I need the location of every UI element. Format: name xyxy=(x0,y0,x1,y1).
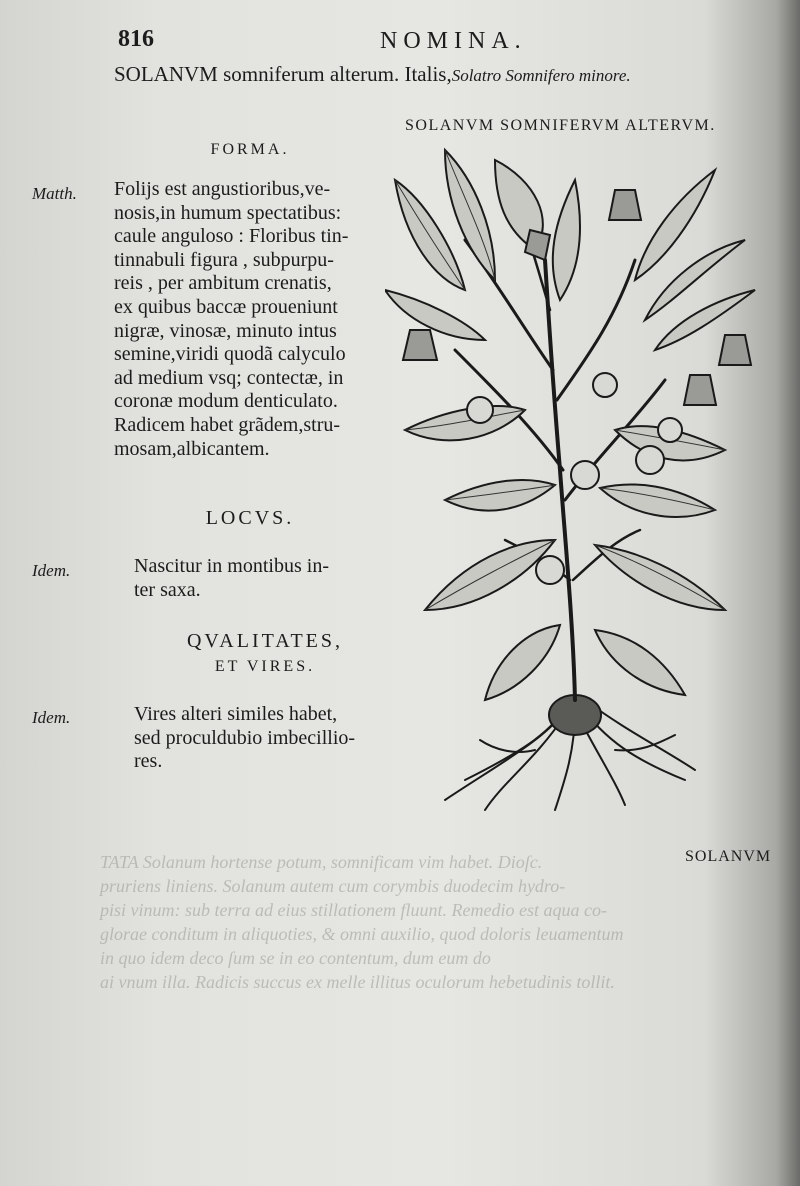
locus-paragraph xyxy=(134,555,329,602)
catchword: SOLANVM xyxy=(685,848,772,865)
show-through-text xyxy=(100,850,623,994)
section-heading-forma: FORMA. xyxy=(210,141,290,158)
text-line: nigræ, vinosæ, minuto intus xyxy=(114,319,337,342)
text-line: coronæ modum denticulato. xyxy=(114,390,338,413)
section-heading-locus: LOCVS. xyxy=(205,507,295,529)
qualitates-paragraph xyxy=(134,703,355,774)
running-title: NOMINA. xyxy=(380,28,527,54)
text-line: ex quibus baccæ proueniunt xyxy=(114,295,338,318)
margin-note-idem-2: Idem. xyxy=(32,708,71,727)
text-line: mosam,albicantem. xyxy=(114,437,270,460)
text-line: Vires alteri similes habet, xyxy=(134,703,338,725)
text-line: pisi vinum: sub terra ad eius stillationem fluunt. Remedio est aqua co- xyxy=(100,900,607,920)
text-line: caule anguloso : Floribus tin- xyxy=(114,225,349,248)
text-line: tinnabuli figura , subpurpu- xyxy=(114,248,334,271)
section-heading-qualitates: QVALITATES, xyxy=(186,630,344,652)
text-line: Nascitur in montibus in- xyxy=(134,555,329,577)
text-line: sed proculdubio imbecillio- xyxy=(134,726,356,749)
section-heading-vires: ET VIRES. xyxy=(214,658,316,675)
text-line: Folijs est angustioribus,ve- xyxy=(114,178,331,200)
page-header xyxy=(0,0,800,100)
forma-paragraph xyxy=(114,178,348,461)
text-line: pruriens liniens. Solanum autem cum corymbis duodecim hydro- xyxy=(100,876,566,896)
text-line: ΤΑΤΑ Solanum hortense potum, somnificam vim habet. Dioſc. xyxy=(100,852,543,872)
plant-title xyxy=(114,62,631,87)
text-line: nosis,in humum spectatibus: xyxy=(114,201,342,224)
margin-note-matth: Matth. xyxy=(32,184,77,203)
plant-woodcut-illustration xyxy=(385,140,765,820)
text-line: Radicem habet grãdem,stru- xyxy=(114,413,341,436)
figure-caption: SOLANVM SOMNIFERVM ALTERVM. xyxy=(405,117,716,134)
text-line: in quo idem deco ſum se in eo contentum, dum eum do xyxy=(100,948,491,968)
text-line: ad medium vsq; contectæ, in xyxy=(114,366,344,389)
text-line: ai vnum illa. Radicis succus ex melle illitus oculorum hebetudinis tollit. xyxy=(100,972,615,992)
plant-title-main: SOLANVM somniferum alterum. Italis, xyxy=(114,62,452,86)
text-line: semine,viridi quodã calyculo xyxy=(114,343,346,366)
plant-title-italic: Solatro Somnifero minore. xyxy=(451,66,631,85)
text-line: reis , per ambitum crenatis, xyxy=(114,272,332,295)
text-line: res. xyxy=(134,750,163,773)
folio-number: 816 xyxy=(118,26,154,52)
text-line: ter saxa. xyxy=(134,578,201,601)
margin-note-idem-1: Idem. xyxy=(32,561,71,580)
text-line: glorae conditum in aliquoties, & omni auxilio, quod doloris leuamentum xyxy=(100,924,624,944)
